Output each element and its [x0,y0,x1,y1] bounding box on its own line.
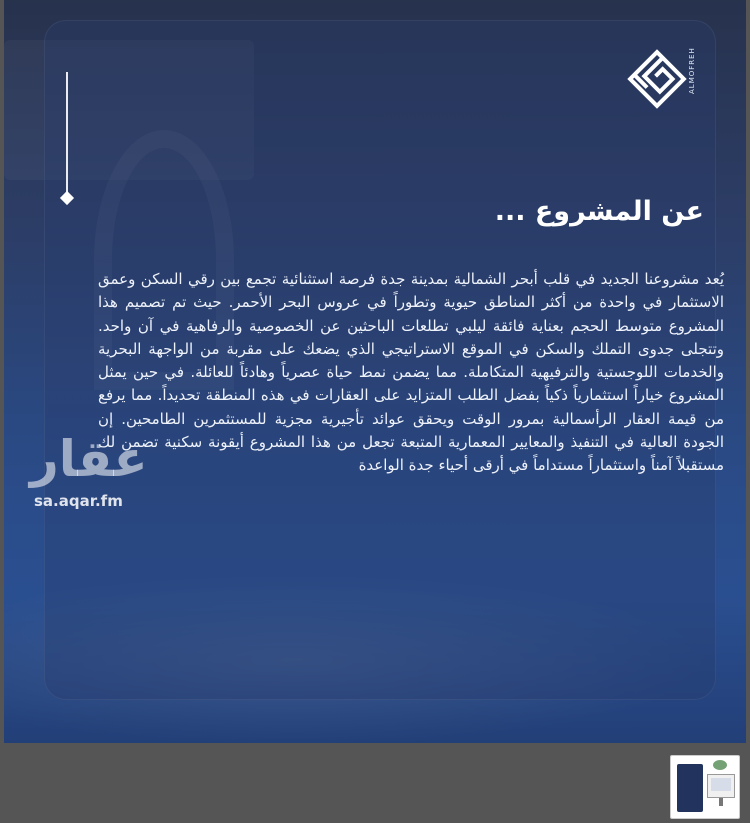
thumbnail-image[interactable] [670,755,740,819]
watermark [30,430,170,520]
main-image[interactable] [4,0,746,743]
thumbnail-logo-icon [713,760,727,770]
almofreh-logo-icon [626,48,688,110]
monitor-icon [711,778,731,791]
thumbnail-strip [0,743,750,823]
logo-text: ALMOFREH [688,47,696,94]
monitor-stand [719,798,723,806]
section-title: عن المشروع ... [494,196,704,227]
watermark-url: sa.aqar.fm [34,492,123,510]
project-description: يُعد مشروعنا الجديد في قلب أبحر الشمالية بمدينة جدة فرصة استثنائية تجمع بين رقي السكن وعمق الاستثمار في واحدة من أكثر المناطق حيوية وتطوراً في عروس البحر الأحمر. حيث تم تصميم هذا المشروع متوسط الحجم بعناية فائقة ليلبي تطلعات الباحثين عن الخصوصية والرفاهية في آن واحد. وتتجلى جدوى التملك والسكن في الموقع الاستراتيجي الذي يضعك على مقربة من الواجهة البحرية والخدمات اللوجستية والترفيهية المتكاملة. مما يضمن نمط حياة عصرياً وهادئاً للعائلة. في حين يمثل المشروع خياراً استثمارياً ذكياً بفضل الطلب المتزايد على العقارات في هذه المنطقة تحديداً. مما يرفع من قيمة العقار الرأسمالية بمرور الوقت ويحقق عوائد تأجيرية مجزية للمستثمرين الطامحين. إن الجودة العالية في التنفيذ والمعايير المعمارية المتبعة تجعل من هذا المشروع أيقونة سكنية تضمن لك مستقبلاً آمناً واستثماراً مستداماً في أرقى أحياء جدة الواعدة [98,270,724,475]
decorative-vertical-line [66,72,68,192]
thumbnail-poster [677,764,703,812]
watermark-brand: عقار [30,430,148,488]
brand-logo [626,48,698,136]
